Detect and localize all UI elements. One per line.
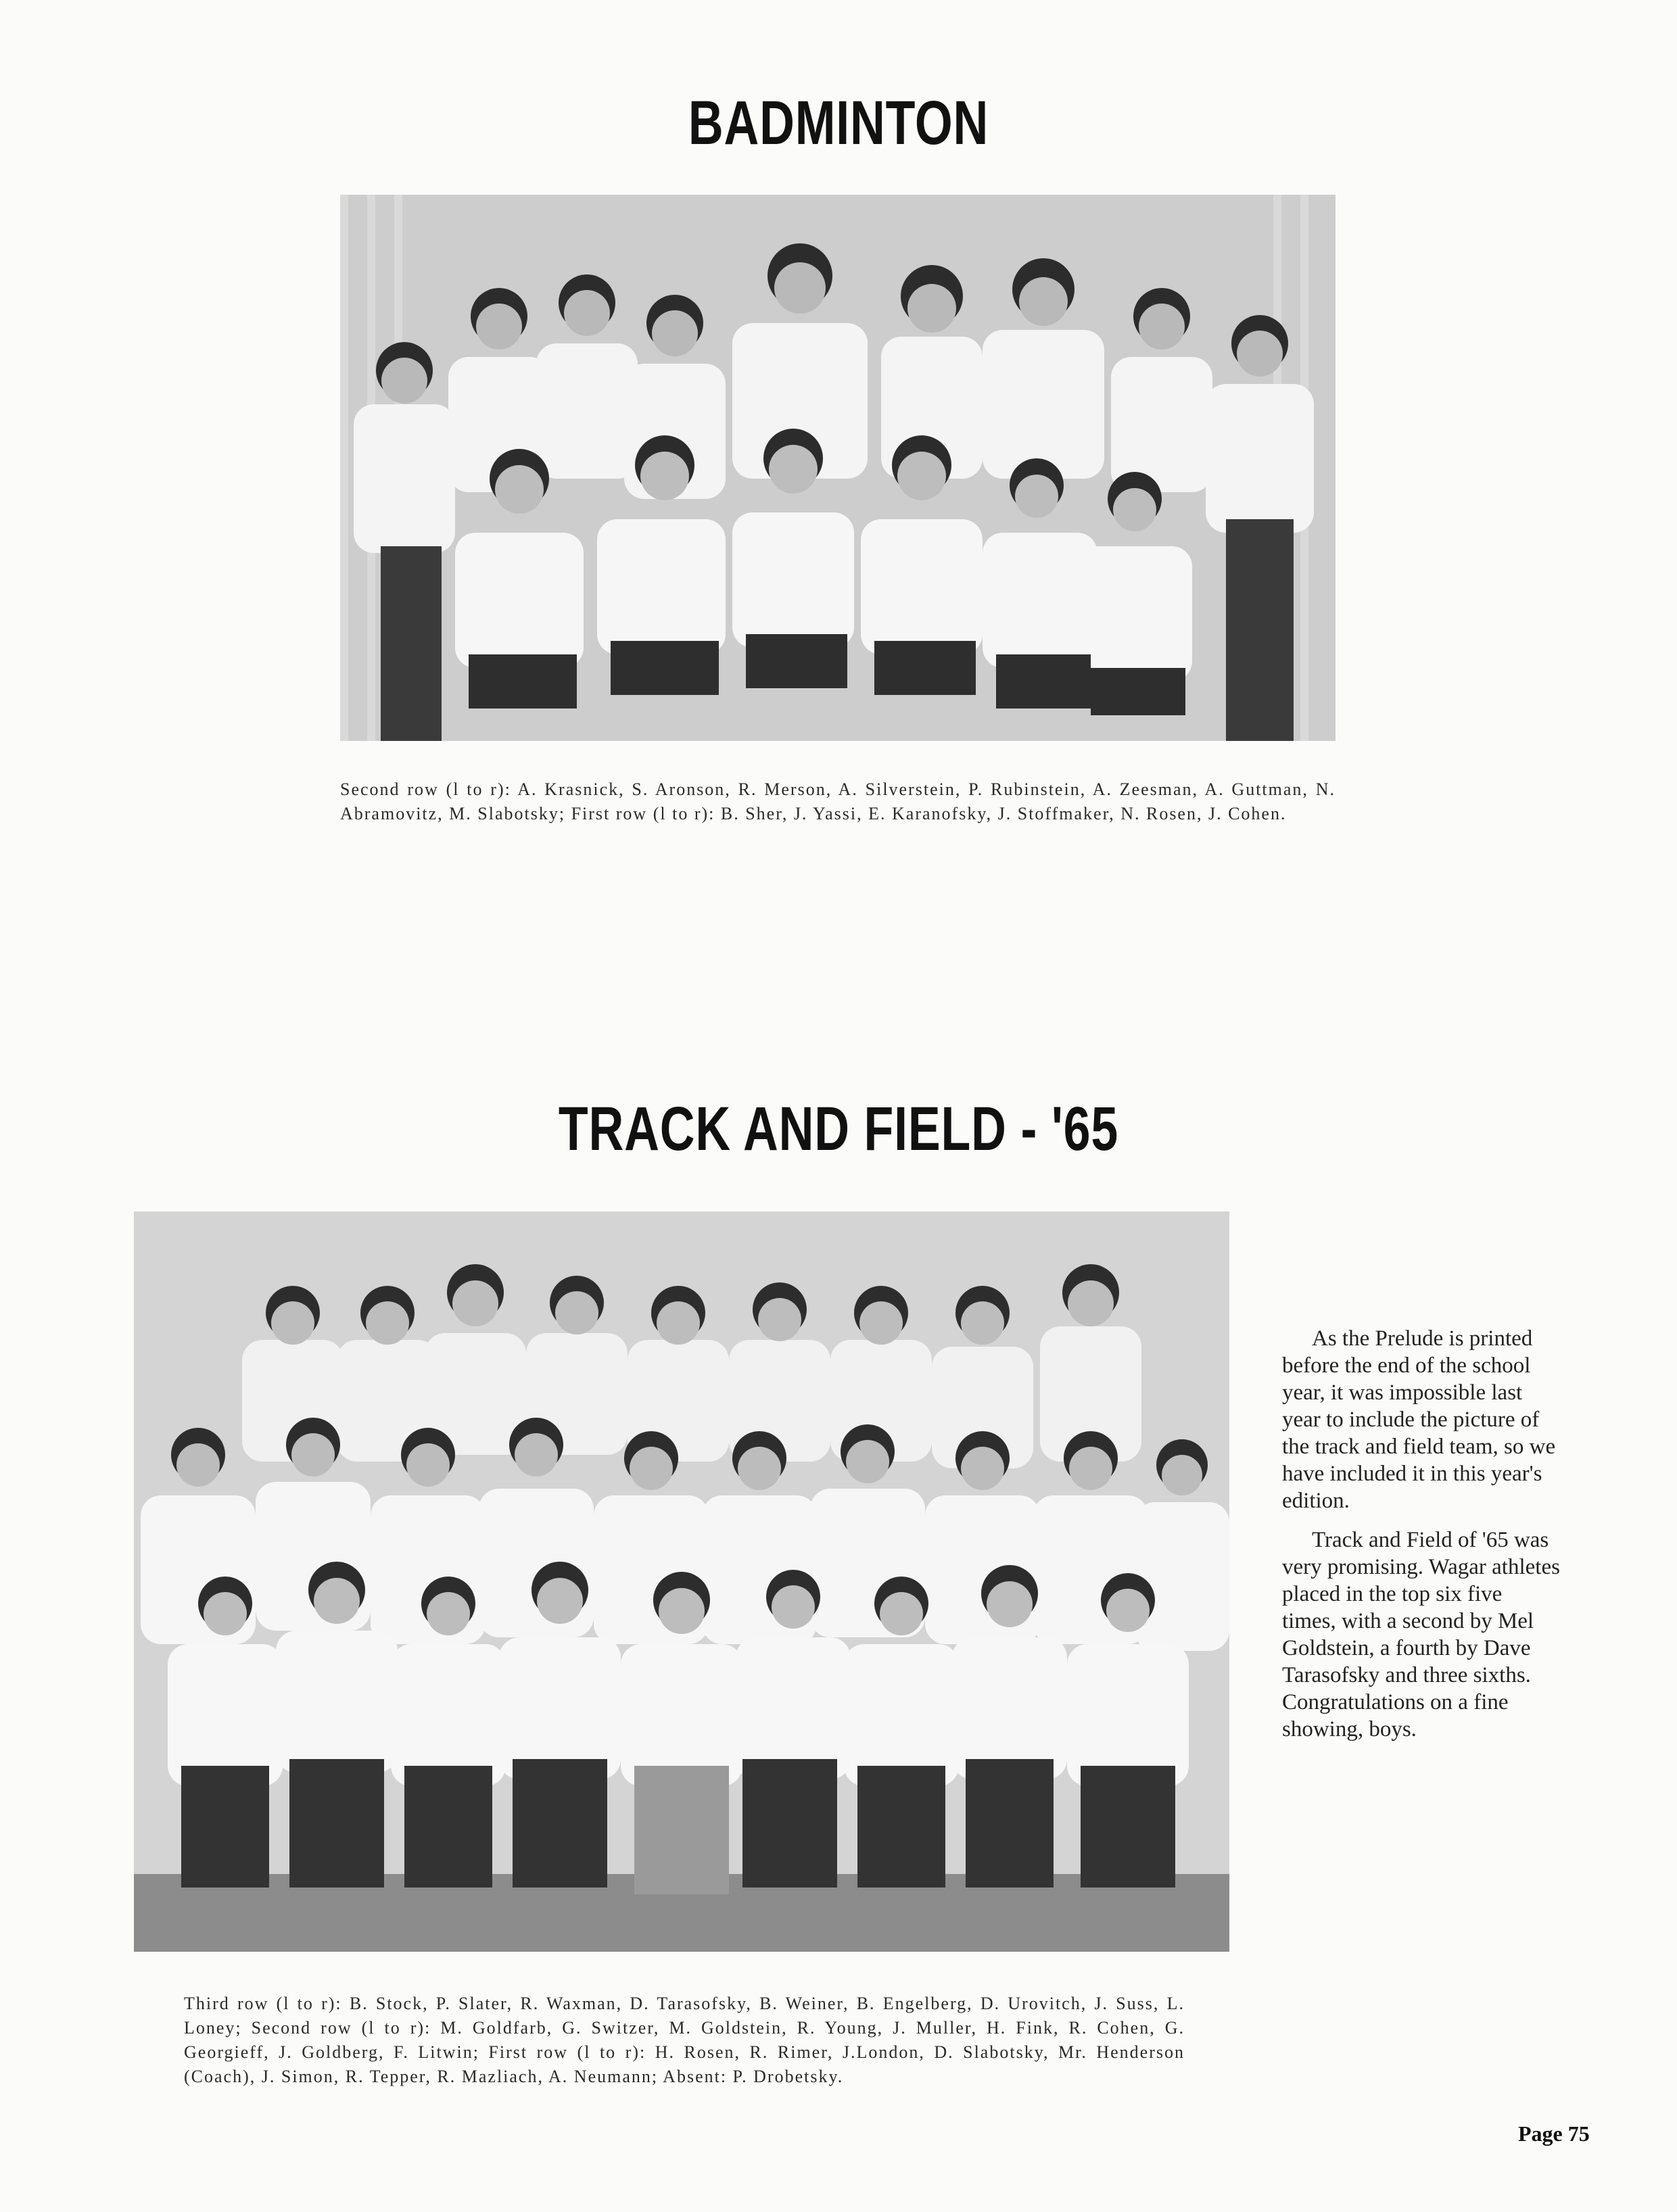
badminton-caption: Second row (l to r): A. Krasnick, S. Aronson, R. Merson, A. Silverstein, P. Rubinstein, A. Zeesman, A. Guttman, N. Abramovitz, M. Slabotsky; First row (l to r): B. Sher, J. Yassi, E. Karanofsky, J. Stoffmaker, N. Rosen, J. Cohen. — [340, 779, 1336, 823]
page-number: Page 75 — [1518, 2121, 1590, 2146]
track-caption: Third row (l to r): B. Stock, P. Slater, R. Waxman, D. Tarasofsky, B. Weiner, B. Engelberg, D. Urovitch, J. Suss, L. Loney; Second row (l to r): M. Goldfarb, G. Switzer, M. Goldstein, R. Young, J. Muller, H. Fink, R. Cohen, G. Georgieff, J. Goldberg, F. Litwin; First row (l to r): H. Rosen, R. Rimer, J.London, D. Slabotsky, Mr. Henderson (Coach), J. Simon, R. Tepper, R. Mazliach, A. Neumann; Absent: P. Drobetsky. — [184, 1994, 1185, 2086]
badminton-team-photo — [340, 195, 1336, 741]
badminton-title: BADMINTON — [688, 89, 989, 158]
badminton-photo-figures — [340, 195, 1336, 741]
track-team-photo — [134, 1211, 1229, 1952]
track-article — [1282, 1325, 1561, 1755]
track-paragraph-2: Track and Field of '65 was very promising. Wagar athletes placed in the top six five times, with a second by Mel Goldstein, a fourth by Dave Tarasofsky and three sixths. Congratulations on a fine showing, boys. — [1282, 1528, 1560, 1741]
track-title: TRACK AND FIELD - '65 — [558, 1095, 1119, 1163]
track-paragraph-1: As the Prelude is printed before the end of the school year, it was impossible last year to include the picture of the track and field team, so we have included it in this year's edition. — [1282, 1326, 1556, 1513]
track-photo-figures — [134, 1211, 1229, 1952]
